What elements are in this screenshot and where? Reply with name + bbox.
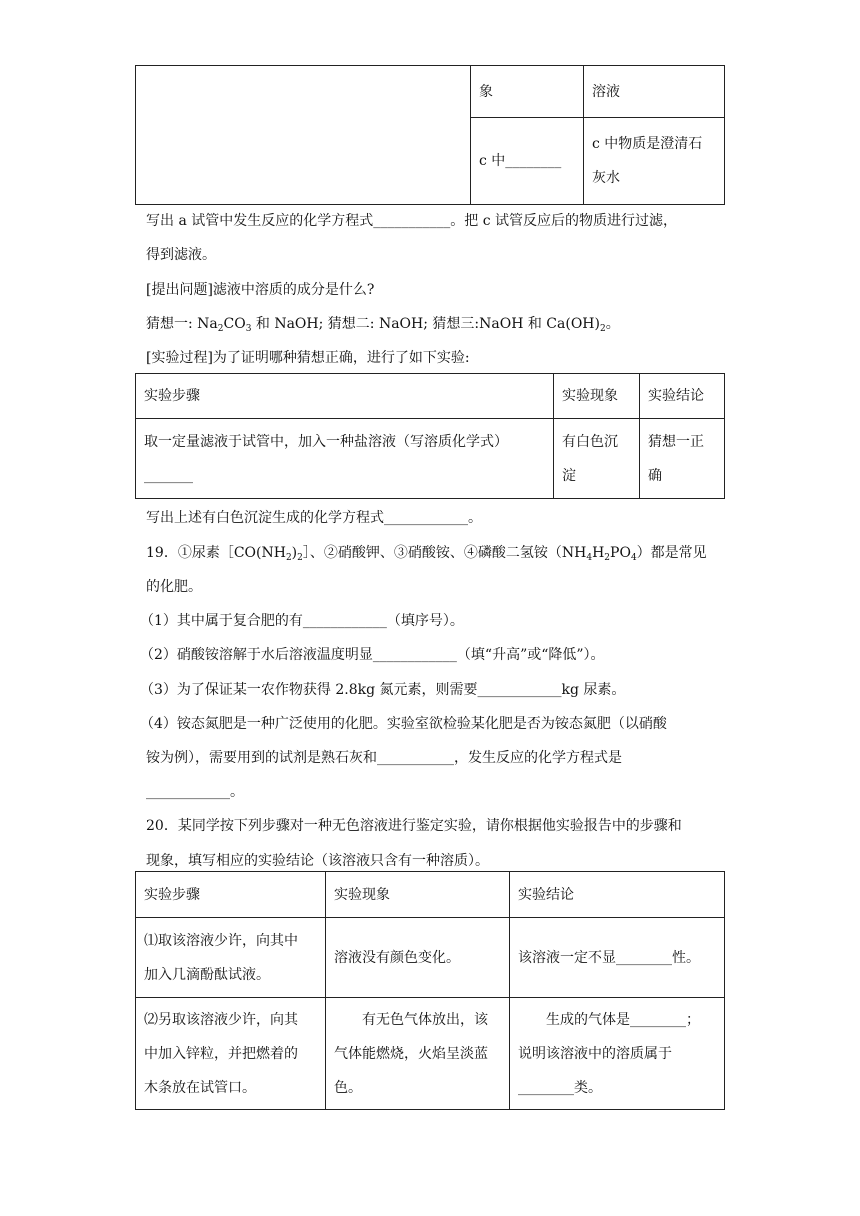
cell-line: 气体能燃烧，火焰呈淡蓝 <box>334 1045 488 1062</box>
guess-text: 和 NaOH; 猜想二: NaOH; 猜想三:NaOH 和 Ca(OH) <box>251 316 600 332</box>
table-cell <box>510 998 725 1110</box>
q19-stem: 的化肥。 <box>146 579 202 595</box>
cell-line: 取一定量滤液于试管中，加入一种盐溶液（写溶质化学式） <box>144 433 508 450</box>
cell-line: 有无色气体放出，该 <box>362 1011 488 1028</box>
q19-text: PO <box>610 545 631 561</box>
paragraph-line: 写出上述有白色沉淀生成的化学方程式____________。 <box>146 510 482 526</box>
cell-line: 色。 <box>334 1079 362 1096</box>
cell-line: 说明该溶液中的溶质属于 <box>518 1045 672 1062</box>
cell-line: 中加入锌粒，并把燃着的 <box>144 1045 298 1062</box>
subscript: 3 <box>245 324 252 334</box>
cell-line: 猜想一正 <box>648 433 704 450</box>
subscript: 4 <box>586 553 593 563</box>
q19-part-4: ____________。 <box>146 784 244 800</box>
cell-line: _______ <box>144 467 193 484</box>
table-cell <box>136 419 554 499</box>
cell-line: 有白色沉 <box>562 433 618 450</box>
q19-text: ）都是常见 <box>636 545 707 561</box>
table-header: 实验现象 <box>326 872 510 918</box>
cell-line: 确 <box>648 467 662 484</box>
table-header: 实验步骤 <box>136 374 554 419</box>
subscript: 2 <box>604 553 611 563</box>
table-cell: c 中________ <box>471 118 584 205</box>
table-header: 实验现象 <box>554 374 640 419</box>
table-cell <box>584 118 725 205</box>
q19-text: ) <box>291 545 298 561</box>
subscript: 4 <box>630 553 637 563</box>
cell-line: ⑵另取该溶液少许，向其 <box>144 1011 298 1028</box>
table-cell <box>136 66 471 205</box>
cell-line: 木条放在试管口。 <box>144 1079 256 1096</box>
cell-line: ⑴取该溶液少许，向其中 <box>144 932 298 949</box>
q20-stem: 20．某同学按下列步骤对一种无色溶液进行鉴定实验，请你根据他实验报告中的步骤和 <box>146 818 682 834</box>
table-cell <box>326 998 510 1110</box>
table-header: 实验步骤 <box>136 872 326 918</box>
table-cell <box>136 918 326 998</box>
guess-text: 猜想一: Na <box>146 316 218 332</box>
q19-part-4: 铵为例），需要用到的试剂是熟石灰和___________，发生反应的化学方程式是 <box>146 750 622 766</box>
table-header: 实验结论 <box>510 872 725 918</box>
guess-text: 。 <box>605 316 620 332</box>
q20-stem: 现象，填写相应的实验结论（该溶液只含有一种溶质）。 <box>146 853 489 869</box>
q19-text: H <box>592 545 605 561</box>
subscript: 2 <box>599 324 606 334</box>
q19-part-3: （3）为了保证某一农作物获得 2.8kg 氮元素，则需要____________kg 尿素。 <box>140 682 626 698</box>
table-continued <box>135 65 725 205</box>
cell-line: ________类。 <box>518 1079 602 1096</box>
paragraph-line: 写出 a 试管中发生反应的化学方程式___________。把 c 试管反应后的物质进行过滤， <box>146 213 677 229</box>
guesses-line <box>146 314 620 334</box>
table-cell <box>136 998 326 1110</box>
experiment-table-1 <box>135 373 725 499</box>
table-cell: 该溶液一定不显________性。 <box>510 918 725 998</box>
table-cell: 象 <box>471 66 584 118</box>
question-heading: [提出问题]滤液中溶质的成分是什么? <box>146 282 375 298</box>
q19-text: 19．①尿素［CO(NH <box>146 545 286 561</box>
table-header: 实验结论 <box>640 374 725 419</box>
cell-line: c 中物质是澄清石 <box>592 136 703 152</box>
table-cell: 溶液 <box>584 66 725 118</box>
table-cell <box>554 419 640 499</box>
experiment-table-2 <box>135 871 725 1110</box>
q19-part-4: （4）铵态氮肥是一种广泛使用的化肥。实验室欲检验某化肥是否为铵态氮肥（以硝酸 <box>140 716 667 732</box>
q19-part-2: （2）硝酸铵溶解于水后溶液温度明显____________（填“升高”或“降低”）。 <box>140 647 605 663</box>
paragraph-line: 得到滤液。 <box>146 247 216 263</box>
cell-line: 生成的气体是________； <box>546 1011 700 1028</box>
cell-line: 淀 <box>562 467 576 484</box>
q19-stem <box>146 543 707 563</box>
table-cell <box>640 419 725 499</box>
subscript: 2 <box>285 553 292 563</box>
q19-text: ］、②硝酸钾、③硝酸铵、④磷酸二氢铵（NH <box>302 545 587 561</box>
cell-line: 加入几滴酚酞试液。 <box>144 966 270 983</box>
q19-part-1: （1）其中属于复合肥的有____________（填序号）。 <box>140 613 464 629</box>
cell-line: 灰水 <box>592 170 620 186</box>
subscript: 2 <box>217 324 224 334</box>
guess-text: CO <box>223 316 246 332</box>
subscript: 2 <box>297 553 303 563</box>
table-cell: 溶液没有颜色变化。 <box>326 918 510 998</box>
process-heading: [实验过程]为了证明哪种猜想正确，进行了如下实验: <box>146 350 470 366</box>
